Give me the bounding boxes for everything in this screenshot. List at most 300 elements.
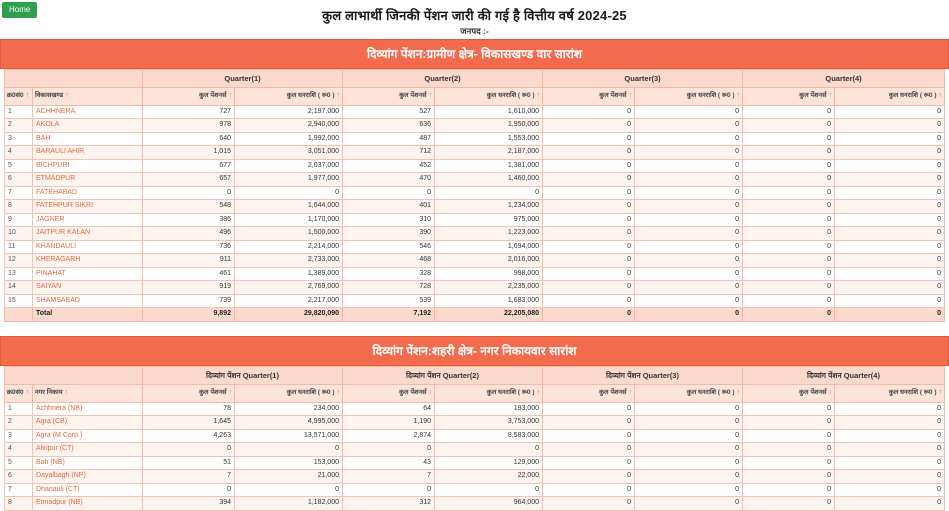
rural-col-q1-amount-label: कुल धनराशि ( रू0 ): [286, 92, 335, 100]
rural-col-q3-amount[interactable]: [635, 88, 743, 106]
row-value: 548: [143, 200, 235, 214]
row-serial: 8: [5, 497, 33, 511]
urban-summary-table: [4, 366, 945, 511]
row-value: 0: [635, 281, 743, 295]
row-value: 0: [635, 240, 743, 254]
row-value: 7: [143, 470, 235, 484]
rural-col-q4-amount[interactable]: [835, 88, 945, 106]
rural-column-header-row: [5, 88, 945, 106]
row-value: 0: [635, 294, 743, 308]
urban-col-q2-pensioners-label: कुल पेंशनर्स: [399, 389, 427, 396]
row-area-name[interactable]: SHAMSABAD: [33, 294, 143, 308]
urban-col-sn[interactable]: [5, 385, 33, 403]
row-value: 0: [835, 267, 945, 281]
row-value: 0: [543, 402, 635, 416]
row-value: 1,610,000: [435, 105, 543, 119]
urban-table-block: [0, 366, 949, 511]
rural-col-q4-pensioners-label: कुल पेंशनर्स: [799, 92, 827, 100]
row-value: 0: [543, 267, 635, 281]
rural-col-q2-pensioners-label: कुल पेंशनर्स: [399, 92, 427, 100]
row-value: 394: [143, 497, 235, 511]
sort-asc-icon[interactable]: [26, 92, 30, 99]
urban-col-body[interactable]: [33, 385, 143, 403]
row-serial: 6: [5, 173, 33, 187]
row-value: 0: [635, 173, 743, 187]
row-area-name[interactable]: JAITPUR KALAN: [33, 227, 143, 241]
row-value: 739: [143, 294, 235, 308]
urban-col-q2-amount-label: कुल धनराशि ( रू0 ): [486, 389, 535, 396]
district-label: जनपद :-: [460, 26, 489, 36]
row-value: 0: [543, 483, 635, 497]
row-value: 0: [635, 483, 743, 497]
total-value: 0: [635, 308, 743, 322]
row-value: 0: [743, 402, 835, 416]
rural-col-q1-pensioners-label: कुल पेंशनर्स: [199, 92, 227, 100]
row-value: 0: [743, 200, 835, 214]
row-value: 64: [343, 402, 435, 416]
rural-col-sn-label: क्र0सं0: [7, 92, 24, 100]
table-row: [5, 443, 945, 457]
row-value: 2,769,000: [235, 281, 343, 295]
row-value: 390: [343, 227, 435, 241]
section-title-rural: दिव्यांग पेंशन:ग्रामीण क्षेत्र- विकासखण्ड वार सारांश: [0, 39, 949, 69]
row-value: 0: [543, 159, 635, 173]
table-row: [5, 456, 945, 470]
row-value: 0: [543, 146, 635, 160]
row-value: 4,995,000: [235, 416, 343, 430]
row-value: 0: [743, 470, 835, 484]
row-value: 78: [143, 402, 235, 416]
row-serial: 14: [5, 281, 33, 295]
sort-asc-icon[interactable]: [939, 92, 943, 99]
sort-asc-icon[interactable]: [229, 389, 233, 396]
row-value: 0: [143, 443, 235, 457]
row-area-name[interactable]: BARAULI AHIR: [33, 146, 143, 160]
row-serial: 2: [5, 416, 33, 430]
row-area-name[interactable]: BAH: [33, 132, 143, 146]
row-value: 0: [543, 443, 635, 457]
urban-col-q2-amount[interactable]: [435, 385, 543, 403]
row-value: 0: [543, 213, 635, 227]
row-value: 0: [143, 186, 235, 200]
row-value: 0: [543, 294, 635, 308]
row-value: 51: [143, 456, 235, 470]
table-row: [5, 429, 945, 443]
rural-col-q2-amount[interactable]: [435, 88, 543, 106]
row-value: 0: [635, 227, 743, 241]
row-area-name[interactable]: SAIYAN: [33, 281, 143, 295]
row-value: 1,500,000: [235, 227, 343, 241]
sort-asc-icon[interactable]: [429, 389, 433, 396]
row-value: 0: [835, 146, 945, 160]
row-serial: 1: [5, 402, 33, 416]
row-value: 0: [543, 429, 635, 443]
home-button[interactable]: Home: [2, 2, 37, 18]
row-value: 0: [343, 443, 435, 457]
total-value: 29,820,090: [235, 308, 343, 322]
row-area-name[interactable]: FATEHABAD: [33, 186, 143, 200]
row-value: 0: [835, 119, 945, 133]
row-area-name[interactable]: ACHHNERA: [33, 105, 143, 119]
row-value: 0: [835, 281, 945, 295]
row-area-name[interactable]: FATEHPUR SIKRI: [33, 200, 143, 214]
rural-quarter-3: Quarter(3): [543, 70, 743, 88]
row-value: 0: [835, 443, 945, 457]
row-value: 1,170,000: [235, 213, 343, 227]
row-value: 539: [343, 294, 435, 308]
row-value: 0: [743, 456, 835, 470]
sort-asc-icon[interactable]: [737, 92, 741, 99]
row-value: 452: [343, 159, 435, 173]
table-row: [5, 402, 945, 416]
row-value: 712: [343, 146, 435, 160]
row-area-name[interactable]: AKOLA: [33, 119, 143, 133]
row-value: 0: [543, 119, 635, 133]
row-area-name[interactable]: BICHPURI: [33, 159, 143, 173]
table-row: [5, 132, 945, 146]
row-area-name[interactable]: Bah (NB): [33, 456, 143, 470]
row-value: 1,694,000: [435, 240, 543, 254]
row-value: 0: [543, 416, 635, 430]
row-value: 21,000: [235, 470, 343, 484]
row-value: 2,217,000: [235, 294, 343, 308]
row-value: 0: [743, 159, 835, 173]
row-area-name[interactable]: Achhnera (NB): [33, 402, 143, 416]
total-value: 7,192: [343, 308, 435, 322]
total-value: 0: [543, 308, 635, 322]
sort-asc-icon[interactable]: [337, 92, 341, 99]
row-area-name[interactable]: Dayalbagh (NP): [33, 470, 143, 484]
row-value: 677: [143, 159, 235, 173]
sort-asc-icon[interactable]: [829, 389, 833, 396]
table-row: [5, 416, 945, 430]
table-row: [5, 200, 945, 214]
row-value: 0: [743, 497, 835, 511]
row-value: 0: [543, 186, 635, 200]
row-value: 0: [235, 186, 343, 200]
row-area-name[interactable]: Agra (CB): [33, 416, 143, 430]
row-value: 0: [543, 281, 635, 295]
urban-col-body-label: नगर निकाय: [35, 389, 63, 396]
row-area-name[interactable]: JAGNER: [33, 213, 143, 227]
rural-table-body: [5, 105, 945, 321]
urban-col-q4-amount[interactable]: [835, 385, 945, 403]
total-value: 22,205,080: [435, 308, 543, 322]
sort-asc-icon[interactable]: [65, 92, 69, 99]
row-value: 0: [635, 429, 743, 443]
row-value: 1,553,000: [435, 132, 543, 146]
row-value: 386: [143, 213, 235, 227]
row-value: 0: [743, 132, 835, 146]
row-value: 2,235,000: [435, 281, 543, 295]
row-value: 0: [835, 429, 945, 443]
row-value: 0: [635, 119, 743, 133]
rural-table-block: [0, 69, 949, 322]
row-value: 0: [743, 429, 835, 443]
row-value: 2,733,000: [235, 254, 343, 268]
sort-asc-icon[interactable]: [737, 389, 741, 396]
row-area-name[interactable]: Etmadpur (NB): [33, 497, 143, 511]
row-value: 1,992,000: [235, 132, 343, 146]
row-value: 0: [635, 416, 743, 430]
rural-col-sn[interactable]: [5, 88, 33, 106]
row-value: 2,940,000: [235, 119, 343, 133]
rural-col-q2-pensioners[interactable]: [343, 88, 435, 106]
row-value: 310: [343, 213, 435, 227]
table-row: [5, 119, 945, 133]
row-value: 0: [543, 132, 635, 146]
table-total-row: [5, 308, 945, 322]
row-value: 0: [743, 443, 835, 457]
sort-asc-icon[interactable]: [64, 389, 68, 396]
row-value: 0: [635, 497, 743, 511]
rural-col-block[interactable]: [33, 88, 143, 106]
urban-col-q3-pensioners[interactable]: [543, 385, 635, 403]
table-row: [5, 213, 945, 227]
row-serial: 8: [5, 200, 33, 214]
sort-asc-icon[interactable]: [629, 389, 633, 396]
sort-asc-icon[interactable]: [26, 389, 30, 396]
row-value: 0: [835, 416, 945, 430]
row-value: 0: [635, 456, 743, 470]
table-row: [5, 227, 945, 241]
total-value: 9,892: [143, 308, 235, 322]
row-value: 43: [343, 456, 435, 470]
row-value: 1,644,000: [235, 200, 343, 214]
row-value: 0: [235, 483, 343, 497]
row-value: 4,263: [143, 429, 235, 443]
row-serial: 5: [5, 159, 33, 173]
table-row: [5, 497, 945, 511]
row-serial: 7: [5, 186, 33, 200]
urban-col-q2-pensioners[interactable]: [343, 385, 435, 403]
row-value: 0: [543, 470, 635, 484]
rural-col-q1-amount[interactable]: [235, 88, 343, 106]
urban-quarter-2: दिव्यांग पेंशन Quarter(2): [343, 366, 543, 384]
urban-col-q1-amount[interactable]: [235, 385, 343, 403]
row-area-name[interactable]: KHANDAULI: [33, 240, 143, 254]
row-value: 234,000: [235, 402, 343, 416]
row-value: 0: [743, 146, 835, 160]
row-value: 1,381,000: [435, 159, 543, 173]
row-value: 193,000: [435, 402, 543, 416]
row-value: 3,753,000: [435, 416, 543, 430]
row-value: 640: [143, 132, 235, 146]
row-serial: 13: [5, 267, 33, 281]
row-value: 657: [143, 173, 235, 187]
row-value: 0: [835, 159, 945, 173]
row-value: 911: [143, 254, 235, 268]
row-value: 2,874: [343, 429, 435, 443]
rural-col-q1-pensioners[interactable]: [143, 88, 235, 106]
rural-col-q3-pensioners[interactable]: [543, 88, 635, 106]
row-value: 546: [343, 240, 435, 254]
row-value: 0: [835, 470, 945, 484]
row-value: 0: [635, 105, 743, 119]
row-area-name[interactable]: PINAHAT: [33, 267, 143, 281]
row-value: 2,187,000: [435, 146, 543, 160]
row-serial: 6: [5, 470, 33, 484]
row-value: 0: [743, 173, 835, 187]
row-value: 1,182,000: [235, 497, 343, 511]
row-area-name[interactable]: Dhanauli (CT): [33, 483, 143, 497]
row-value: 0: [835, 200, 945, 214]
total-value: 0: [743, 308, 835, 322]
row-value: 0: [635, 254, 743, 268]
row-value: 0: [743, 105, 835, 119]
row-value: 0: [543, 456, 635, 470]
row-value: 496: [143, 227, 235, 241]
row-value: 0: [435, 186, 543, 200]
row-value: 1,389,000: [235, 267, 343, 281]
row-value: 0: [743, 483, 835, 497]
row-value: 312: [343, 497, 435, 511]
sort-asc-icon[interactable]: [629, 92, 633, 99]
row-value: 0: [543, 254, 635, 268]
row-value: 1,683,000: [435, 294, 543, 308]
row-value: 2,197,000: [235, 105, 343, 119]
sort-asc-icon[interactable]: [829, 92, 833, 99]
row-serial: 3: [5, 132, 33, 146]
row-value: 0: [835, 402, 945, 416]
row-value: 468: [343, 254, 435, 268]
row-serial: 4: [5, 443, 33, 457]
urban-quarter-4: दिव्यांग पेंशन Quarter(4): [743, 366, 945, 384]
row-value: 470: [343, 173, 435, 187]
row-value: 1,015: [143, 146, 235, 160]
rural-quarter-2: Quarter(2): [343, 70, 543, 88]
row-value: 3,051,000: [235, 146, 343, 160]
row-value: 8,583,000: [435, 429, 543, 443]
row-value: 636: [343, 119, 435, 133]
urban-col-q1-amount-label: कुल धनराशि ( रू0 ): [286, 389, 335, 396]
row-value: 0: [343, 186, 435, 200]
table-row: [5, 470, 945, 484]
row-serial: 1: [5, 105, 33, 119]
rural-col-q2-amount-label: कुल धनराशि ( रू0 ): [486, 92, 535, 100]
row-value: 0: [835, 186, 945, 200]
row-value: 0: [743, 240, 835, 254]
urban-col-q4-amount-label: कुल धनराशि ( रू0 ): [888, 389, 937, 396]
urban-col-q1-pensioners[interactable]: [143, 385, 235, 403]
row-value: 0: [835, 497, 945, 511]
row-value: 0: [635, 132, 743, 146]
row-value: 727: [143, 105, 235, 119]
total-label: Total: [33, 308, 143, 322]
table-row: [5, 173, 945, 187]
row-serial: 3: [5, 429, 33, 443]
urban-col-q3-pensioners-label: कुल पेंशनर्स: [599, 389, 627, 396]
urban-col-q3-amount-label: कुल धनराशि ( रू0 ): [686, 389, 735, 396]
table-row: [5, 159, 945, 173]
row-value: 461: [143, 267, 235, 281]
rural-quarter-header-row: [5, 70, 945, 88]
row-value: 0: [743, 186, 835, 200]
row-value: 328: [343, 267, 435, 281]
row-value: 1,950,000: [435, 119, 543, 133]
row-value: 0: [835, 227, 945, 241]
row-value: 998,000: [435, 267, 543, 281]
sort-asc-icon[interactable]: [229, 92, 233, 99]
rural-summary-table: [4, 69, 945, 322]
rural-quarter-4: Quarter(4): [743, 70, 945, 88]
rural-col-q3-pensioners-label: कुल पेंशनर्स: [599, 92, 627, 100]
row-serial: 4: [5, 146, 33, 160]
row-value: 0: [743, 267, 835, 281]
table-row: [5, 281, 945, 295]
row-value: 0: [835, 294, 945, 308]
row-value: 0: [743, 416, 835, 430]
row-value: 0: [635, 159, 743, 173]
row-value: 0: [635, 186, 743, 200]
table-row: [5, 267, 945, 281]
row-value: 0: [543, 227, 635, 241]
row-value: 1,645: [143, 416, 235, 430]
row-value: 0: [743, 227, 835, 241]
total-value: [5, 308, 33, 322]
sort-asc-icon[interactable]: [337, 389, 341, 396]
row-value: 487: [343, 132, 435, 146]
row-value: 0: [543, 240, 635, 254]
table-row: [5, 240, 945, 254]
row-value: 0: [635, 267, 743, 281]
row-value: 0: [835, 456, 945, 470]
rural-col-q3-amount-label: कुल धनराशि ( रू0 ): [686, 92, 735, 100]
row-value: 978: [143, 119, 235, 133]
row-serial: 5: [5, 456, 33, 470]
sort-asc-icon[interactable]: [537, 92, 541, 99]
urban-col-q3-amount[interactable]: [635, 385, 743, 403]
row-value: 0: [835, 213, 945, 227]
row-area-name[interactable]: Agra (M Corp.): [33, 429, 143, 443]
row-serial: 12: [5, 254, 33, 268]
row-value: 2,214,000: [235, 240, 343, 254]
row-value: 0: [635, 146, 743, 160]
row-value: 0: [635, 443, 743, 457]
urban-col-sn-label: क्र0सं0: [7, 389, 24, 396]
row-value: 919: [143, 281, 235, 295]
row-value: 0: [635, 200, 743, 214]
row-value: 0: [635, 213, 743, 227]
row-value: 0: [835, 173, 945, 187]
sort-asc-icon[interactable]: [939, 389, 943, 396]
section-title-urban: दिव्यांग पेंशन:शहरी क्षेत्र- नगर निकायवार सारांश: [0, 336, 949, 366]
urban-col-q4-pensioners-label: कुल पेंशनर्स: [799, 389, 827, 396]
row-value: 7: [343, 470, 435, 484]
rural-col-q4-amount-label: कुल धनराशि ( रू0 ): [888, 92, 937, 100]
table-row: [5, 254, 945, 268]
row-value: 1,223,000: [435, 227, 543, 241]
row-value: 736: [143, 240, 235, 254]
row-area-name[interactable]: ETMADPUR: [33, 173, 143, 187]
sort-asc-icon[interactable]: [429, 92, 433, 99]
table-row: [5, 105, 945, 119]
row-value: 0: [635, 470, 743, 484]
urban-col-q4-pensioners[interactable]: [743, 385, 835, 403]
row-area-name[interactable]: KHERAGARH: [33, 254, 143, 268]
urban-qhead-blank: [5, 366, 143, 384]
row-value: 975,000: [435, 213, 543, 227]
row-value: 0: [835, 240, 945, 254]
row-value: 129,000: [435, 456, 543, 470]
row-value: 0: [635, 402, 743, 416]
rural-col-q4-pensioners[interactable]: [743, 88, 835, 106]
urban-table-body: [5, 402, 945, 510]
row-serial: 11: [5, 240, 33, 254]
row-value: 1,977,000: [235, 173, 343, 187]
sort-asc-icon[interactable]: [537, 389, 541, 396]
row-area-name[interactable]: Aliripur (CT): [33, 443, 143, 457]
